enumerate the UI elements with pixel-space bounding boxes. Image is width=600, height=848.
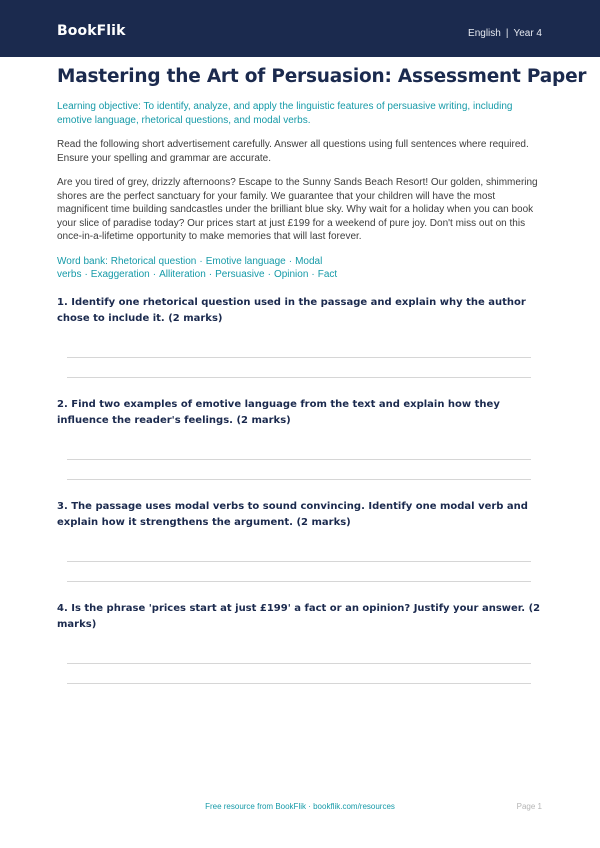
word-bank: Word bank: Rhetorical question · Emotive language · Modal verbs · Exaggeration · Alliteration · Persuasive · Opinion · Fact: [57, 255, 338, 280]
learning-objective: Learning objective: To identify, analyze, and apply the linguistic features of persuasive writing, including emotive language, rhetorical questions, and modal verbs.: [57, 101, 513, 126]
brand-logo: BookFlik: [57, 23, 126, 39]
question-text: 3. The passage uses modal verbs to sound convincing. Identify one modal verb and explain how it strengthens the argument. (2 marks): [57, 501, 528, 528]
question-text: 2. Find two examples of emotive language from the text and explain how they influence the reader's feelings. (2 marks): [57, 399, 500, 426]
subject-year-label: [468, 28, 542, 39]
answer-line[interactable]: [67, 683, 531, 684]
subject-label: English: [468, 28, 501, 39]
advertisement-passage: Are you tired of grey, drizzly afternoons? Escape to the Sunny Sands Beach Resort! Our golden, shimmering shores are the perfect sanctuary for your family. We guarantee that your children will have the most magnificent time building sandcastles under the brilliant blue sky. Why wait for a holiday when you can book your slice of paradise today? Our prices start at just £199 for a weekend of pure joy. Don't miss out on this once-in-a-lifetime opportunity to make memories that will last forever.: [57, 177, 538, 242]
answer-line[interactable]: [67, 479, 531, 480]
question-text: 4. Is the phrase 'prices start at just £199' a fact or an opinion? Justify your answer. (2 marks): [57, 603, 541, 630]
answer-line[interactable]: [67, 663, 531, 664]
word-bank-item: Modal verbs: [57, 255, 323, 280]
question-3: [57, 499, 543, 531]
word-bank-item: Persuasive: [215, 269, 265, 280]
page-number: Page 1: [516, 802, 542, 811]
subject-separator: |: [505, 28, 509, 39]
page-title: Mastering the Art of Persuasion: Assessment Paper: [57, 66, 587, 87]
footer-credit-link[interactable]: Free resource from BookFlik · bookflik.com/resources: [205, 802, 395, 811]
answer-line[interactable]: [67, 357, 531, 358]
intro-section: [57, 66, 587, 282]
year-label: Year 4: [513, 28, 542, 39]
page-header: [0, 0, 600, 57]
instructions: Read the following short advertisement carefully. Answer all questions using full sentences where required. Ensure your spelling and grammar are accurate.: [57, 139, 529, 164]
question-2: [57, 397, 543, 429]
word-bank-item: Rhetorical question: [110, 255, 197, 267]
answer-line[interactable]: [67, 561, 531, 562]
word-bank-item: Opinion: [273, 269, 309, 280]
page-footer: [0, 802, 600, 816]
word-bank-item: Fact: [317, 269, 338, 280]
answer-line[interactable]: [67, 377, 531, 378]
question-4: [57, 601, 543, 633]
answer-line[interactable]: [67, 459, 531, 460]
question-1: [57, 295, 543, 327]
word-bank-label: Word bank:: [57, 255, 108, 267]
word-bank-item: Exaggeration: [90, 269, 150, 280]
answer-line[interactable]: [67, 581, 531, 582]
question-text: 1. Identify one rhetorical question used in the passage and explain why the author chose to include it. (2 marks): [57, 297, 526, 324]
word-bank-item: Alliteration: [159, 269, 206, 280]
word-bank-item: Emotive language: [205, 255, 286, 267]
